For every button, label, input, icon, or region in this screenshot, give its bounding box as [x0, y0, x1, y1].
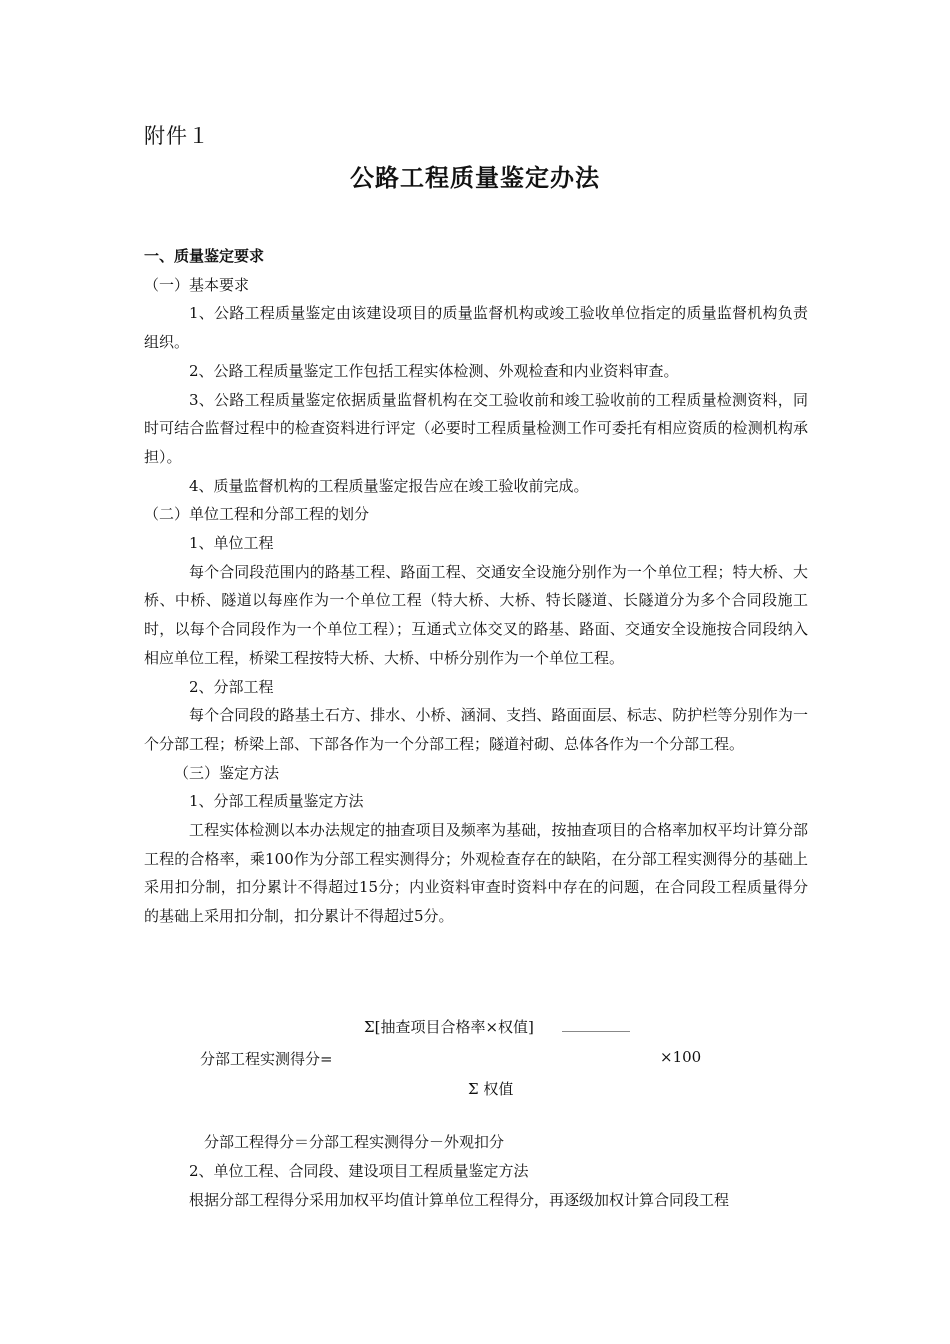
section-heading-quality-requirements: 一、质量鉴定要求 — [144, 247, 265, 265]
requirement-item-4: 4、质量监督机构的工程质量鉴定报告应在竣工验收前完成。 — [189, 476, 589, 495]
subsection-heading-division: （二）单位工程和分部工程的划分 — [144, 505, 370, 524]
document-title: 公路工程质量鉴定办法 — [350, 164, 600, 192]
requirement-item-2: 2、公路工程质量鉴定工作包括工程实体检测、外观检查和内业资料审查。 — [189, 361, 679, 380]
method2-heading: 2、单位工程、合同段、建设项目工程质量鉴定方法 — [189, 1162, 529, 1180]
subsection-heading-basic-requirements: （一）基本要求 — [144, 275, 250, 294]
document-body — [144, 242, 808, 931]
method2-text: 根据分部工程得分采用加权平均值计算单位工程得分，再逐级加权计算合同段工程 — [189, 1191, 730, 1209]
attachment-label: 附件１ — [144, 124, 210, 148]
formula-denominator: Σ 权值 — [468, 1080, 514, 1098]
subsection-heading-methods: （三）鉴定方法 — [174, 763, 280, 782]
requirement-item-1: 1、公路工程质量鉴定由该建设项目的质量监督机构或竣工验收单位指定的质量监督机构负责组织。 — [144, 304, 808, 352]
part-score-formula: 分部工程得分＝分部工程实测得分－外观扣分 — [204, 1133, 505, 1151]
method1-heading: 1、分部工程质量鉴定方法 — [189, 792, 364, 811]
method1-text: 工程实体检测以本办法规定的抽查项目及频率为基础，按抽查项目的合格率加权平均计算分部工程的合格率，乘100作为分部工程实测得分；外观检查存在的缺陷，在分部工程实测得分的基础上采用扣分制，扣分累计不得超过15分；内业资料审查时资料中存在的问题，在合同段工程质量得分的基础上采用扣分制，扣分累计不得超过5分。 — [144, 821, 808, 926]
formula-numerator: Σ[抽查项目合格率×权值] — [364, 1018, 534, 1036]
unit-project-heading: 1、单位工程 — [189, 534, 274, 553]
score-formula-block — [0, 1016, 950, 1106]
formula-multiplier: ×100 — [660, 1048, 702, 1066]
formula-left-side: 分部工程实测得分= — [200, 1050, 333, 1068]
unit-project-text: 每个合同段范围内的路基工程、路面工程、交通安全设施分别作为一个单位工程；特大桥、大桥、中桥、隧道以每座作为一个单位工程（特大桥、大桥、特长隧道、长隧道分为多个合同段施工时，以每个合同段作为一个单位工程）；互通式立体交叉的路基、路面、交通安全设施按合同段纳入相应单位工程，桥梁工程按特大桥、大桥、中桥分别作为一个单位工程。 — [144, 562, 808, 667]
part-project-heading: 2、分部工程 — [189, 677, 274, 696]
requirement-item-3: 3、公路工程质量鉴定依据质量监督机构在交工验收前和竣工验收前的工程质量检测资料，同时可结合监督过程中的检查资料进行评定（必要时工程质量检测工作可委托有相应资质的检测机构承担）。 — [144, 390, 808, 466]
document-body-continued — [144, 1128, 808, 1215]
part-project-text: 每个合同段的路基土石方、排水、小桥、涵洞、支挡、路面面层、标志、防护栏等分别作为一个分部工程；桥梁上部、下部各作为一个分部工程；隧道衬砌、总体各作为一个分部工程。 — [144, 706, 808, 753]
formula-fraction-line — [562, 1031, 630, 1032]
